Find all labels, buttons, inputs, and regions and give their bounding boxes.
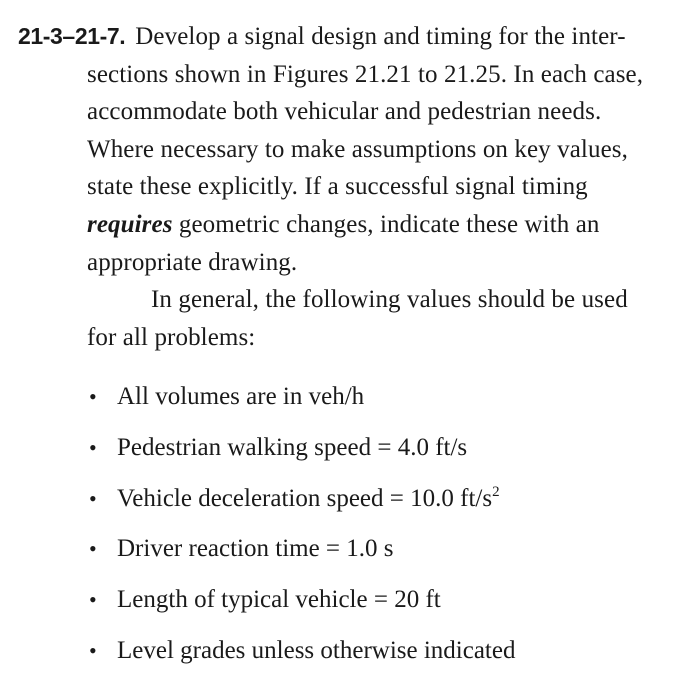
list-item-text: All volumes are in veh/h [117, 383, 365, 410]
list-item [85, 428, 515, 479]
problem-line-7: appropriate drawing. [87, 248, 298, 276]
list-item-text: Vehicle deceleration speed = 10.0 ft/s [117, 484, 493, 512]
problem-number: 21-3–21-7. [18, 23, 126, 49]
list-item [85, 529, 515, 580]
emphasized-word: requires [87, 210, 173, 238]
list-item-text: Length of typical vehicle = 20 ft [117, 586, 441, 614]
bullet-icon: • [89, 587, 97, 613]
bullet-icon: • [89, 637, 97, 663]
problem-line-4: Where necessary to make assumptions on key values, [87, 135, 628, 163]
problem-line-2: sections shown in Figures 21.21 to 21.25. In each case, [87, 60, 644, 88]
assumptions-list [85, 377, 515, 682]
bullet-icon: • [89, 434, 97, 460]
list-item [85, 580, 515, 631]
problem-statement [18, 18, 686, 356]
problem-line-1 [18, 18, 686, 56]
paragraph-2-line-1: In general, the following values should be used [151, 286, 628, 314]
list-item [85, 377, 515, 428]
list-item-text: Pedestrian walking speed = 4.0 ft/s [117, 433, 468, 461]
problem-text: Develop a signal design and timing for the inter- [135, 23, 626, 50]
problem-line-6 [18, 206, 686, 244]
paragraph-2-line-2: for all problems: [87, 323, 256, 351]
bullet-icon: • [89, 384, 97, 409]
list-item-text: Driver reaction time = 1.0 s [117, 535, 394, 563]
list-item [85, 479, 515, 530]
problem-line-3: accommodate both vehicular and pedestrian needs. [87, 98, 602, 126]
list-item-text: Level grades unless otherwise indicated [117, 636, 516, 664]
bullet-icon: • [89, 485, 97, 511]
problem-text: geometric changes, indicate these with an [172, 210, 600, 238]
list-item [85, 631, 515, 682]
problem-line-5: state these explicitly. If a successful signal timing [87, 173, 588, 201]
bullet-icon: • [89, 536, 97, 562]
exponent: 2 [492, 483, 500, 500]
